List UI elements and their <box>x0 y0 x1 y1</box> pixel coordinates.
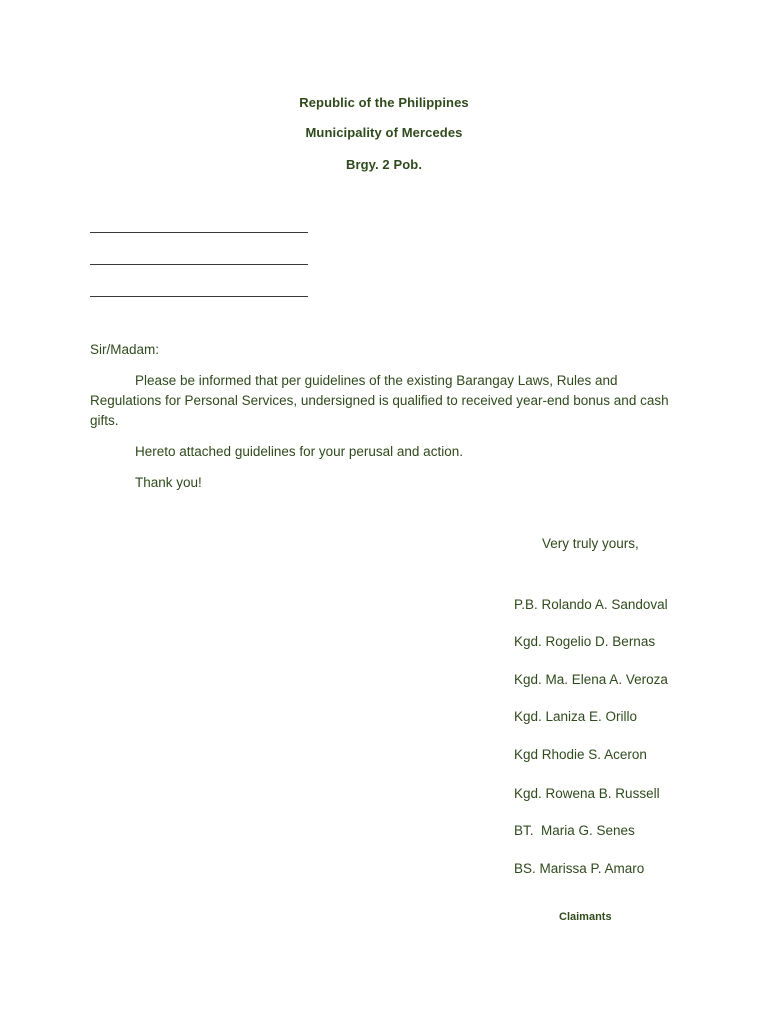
signatory-3: Kgd. Ma. Elena A. Veroza <box>514 672 668 687</box>
signatory-5: Kgd Rhodie S. Aceron <box>514 747 647 762</box>
body-paragraph-3: Thank you! <box>135 475 202 490</box>
header-municipality: Municipality of Mercedes <box>305 125 463 140</box>
body-paragraph-2: Hereto attached guidelines for your perusal and action. <box>135 444 463 459</box>
closing: Very truly yours, <box>542 536 639 551</box>
addressee-blank-line-2 <box>90 264 308 265</box>
body-paragraph-1: Please be informed that per guidelines of the existing Barangay Laws, Rules and Regulations for Personal Services, undersigned is qualified to received year-end bonus and cash gifts. <box>90 373 669 428</box>
signatory-1: P.B. Rolando A. Sandoval <box>514 597 668 612</box>
signatory-6: Kgd. Rowena B. Russell <box>514 786 660 801</box>
signatory-8: BS. Marissa P. Amaro <box>514 861 645 876</box>
claimants-label: Claimants <box>559 911 612 923</box>
signatory-2: Kgd. Rogelio D. Bernas <box>514 634 656 649</box>
header-country: Republic of the Philippines <box>299 95 469 110</box>
addressee-blank-line-3 <box>90 296 308 297</box>
addressee-blank-line-1 <box>90 232 308 233</box>
header-barangay: Brgy. 2 Pob. <box>345 157 423 172</box>
salutation: Sir/Madam: <box>90 342 160 357</box>
signatory-7: BT. Maria G. Senes <box>514 823 635 838</box>
signatory-4: Kgd. Laniza E. Orillo <box>514 709 638 724</box>
